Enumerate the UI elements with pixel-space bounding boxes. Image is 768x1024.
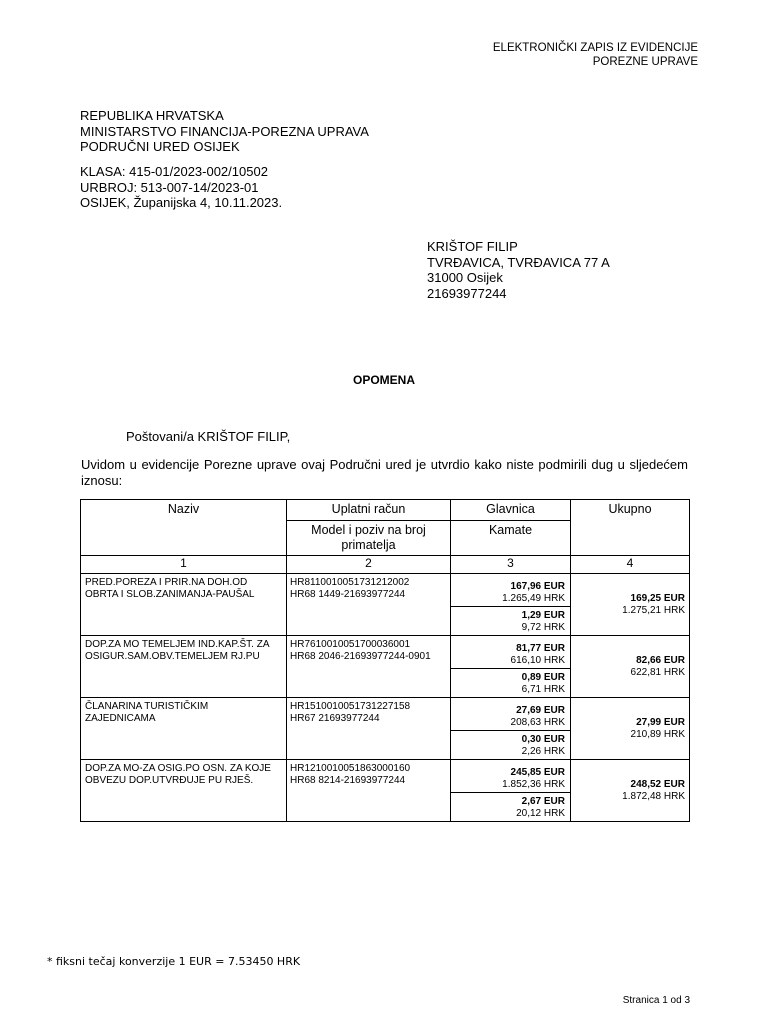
debt-name: PRED.POREZA I PRIR.NA DOH.OD OBRTA I SLOB.ZANIMANJA-PAUŠAL bbox=[81, 574, 287, 636]
payment-model: HR68 2046-21693977244-0901 bbox=[290, 651, 431, 662]
klasa-number: KLASA: 415-01/2023-002/10502 bbox=[80, 164, 268, 179]
interest-amount: 0,30 EUR 2,26 HRK bbox=[451, 731, 571, 760]
account-iban: HR8110010051731212002 bbox=[290, 577, 410, 588]
payment-model: HR68 1449-21693977244 bbox=[290, 589, 406, 600]
column-number: 1 bbox=[81, 556, 287, 574]
total-amount: 248,52 EUR 1.872,48 HRK bbox=[571, 760, 690, 822]
interest-amount: 2,67 EUR 20,12 HRK bbox=[451, 793, 571, 822]
debt-table bbox=[80, 499, 690, 822]
debt-name: DOP.ZA MO-ZA OSIG.PO OSN. ZA KOJE OBVEZU DOP.UTVRĐUJE PU RJEŠ. bbox=[81, 760, 287, 822]
recipient-block bbox=[427, 239, 610, 301]
place-and-date: OSIJEK, Županijska 4, 10.11.2023. bbox=[80, 195, 283, 210]
reference-block bbox=[80, 164, 282, 211]
debt-name: DOP.ZA MO TEMELJEM IND.KAP.ŠT. ZA OSIGUR.SAM.OBV.TEMELJEM RJ.PU bbox=[81, 636, 287, 698]
recipient-city: 31000 Osijek bbox=[427, 270, 503, 285]
sender-block bbox=[80, 108, 369, 155]
header-glavnica: Glavnica bbox=[451, 500, 571, 521]
exchange-rate-footnote: * fiksni tečaj konverzije 1 EUR = 7.53450 HRK bbox=[47, 955, 301, 968]
salutation: Poštovani/a KRIŠTOF FILIP, bbox=[126, 429, 291, 444]
account-iban: HR1210010051863000160 bbox=[290, 763, 411, 774]
account-iban: HR1510010051731227158 bbox=[290, 701, 411, 712]
table-header-row bbox=[81, 500, 690, 521]
page-number: Stranica 1 od 3 bbox=[622, 995, 690, 1006]
column-number: 3 bbox=[451, 556, 571, 574]
sender-ministry: MINISTARSTVO FINANCIJA-POREZNA UPRAVA bbox=[80, 123, 369, 139]
document-origin-header bbox=[493, 41, 698, 69]
column-number: 2 bbox=[287, 556, 451, 574]
recipient-address: TVRĐAVICA, TVRĐAVICA 77 A bbox=[427, 254, 610, 270]
payment-account bbox=[287, 698, 451, 760]
interest-amount: 0,89 EUR 6,71 HRK bbox=[451, 669, 571, 698]
debt-name: ČLANARINA TURISTIČKIM ZAJEDNICAMA bbox=[81, 698, 287, 760]
recipient-name: KRIŠTOF FILIP bbox=[427, 239, 518, 254]
origin-line-2: POREZNE UPRAVE bbox=[592, 56, 698, 68]
intro-paragraph: Uvidom u evidencije Porezne uprave ovaj Područni ured je utvrdio kako niste podmirili dug u sljedećem iznosu: bbox=[81, 457, 688, 488]
column-number-row bbox=[81, 556, 690, 574]
table-row bbox=[81, 636, 690, 669]
header-kamate: Kamate bbox=[451, 521, 571, 556]
header-naziv: Naziv bbox=[81, 500, 287, 556]
sender-office: PODRUČNI URED OSIJEK bbox=[80, 139, 240, 154]
principal-amount: 81,77 EUR 616,10 HRK bbox=[451, 636, 571, 669]
sender-country: REPUBLIKA HRVATSKA bbox=[80, 108, 224, 123]
total-amount: 169,25 EUR 1.275,21 HRK bbox=[571, 574, 690, 636]
payment-model: HR68 8214-21693977244 bbox=[290, 775, 406, 786]
payment-account bbox=[287, 574, 451, 636]
recipient-oib: 21693977244 bbox=[427, 285, 507, 301]
payment-account bbox=[287, 636, 451, 698]
table-row bbox=[81, 760, 690, 793]
header-ukupno: Ukupno bbox=[571, 500, 690, 556]
table-row bbox=[81, 574, 690, 607]
column-number: 4 bbox=[571, 556, 690, 574]
total-amount: 27,99 EUR 210,89 HRK bbox=[571, 698, 690, 760]
principal-amount: 27,69 EUR 208,63 HRK bbox=[451, 698, 571, 731]
urbroj-number: URBROJ: 513-007-14/2023-01 bbox=[80, 179, 259, 195]
header-model-poziv: Model i poziv na broj primatelja bbox=[287, 521, 451, 556]
interest-amount: 1,29 EUR 9,72 HRK bbox=[451, 607, 571, 636]
principal-amount: 245,85 EUR 1.852,36 HRK bbox=[451, 760, 571, 793]
header-uplatni-racun: Uplatni račun bbox=[287, 500, 451, 521]
table-row bbox=[81, 698, 690, 731]
origin-line-1: ELEKTRONIČKI ZAPIS IZ EVIDENCIJE bbox=[492, 42, 698, 54]
principal-amount: 167,96 EUR 1.265,49 HRK bbox=[451, 574, 571, 607]
total-amount: 82,66 EUR 622,81 HRK bbox=[571, 636, 690, 698]
payment-model: HR67 21693977244 bbox=[290, 713, 380, 724]
document-title: OPOMENA bbox=[352, 373, 415, 387]
account-iban: HR7610010051700036001 bbox=[290, 639, 411, 650]
payment-account bbox=[287, 760, 451, 822]
